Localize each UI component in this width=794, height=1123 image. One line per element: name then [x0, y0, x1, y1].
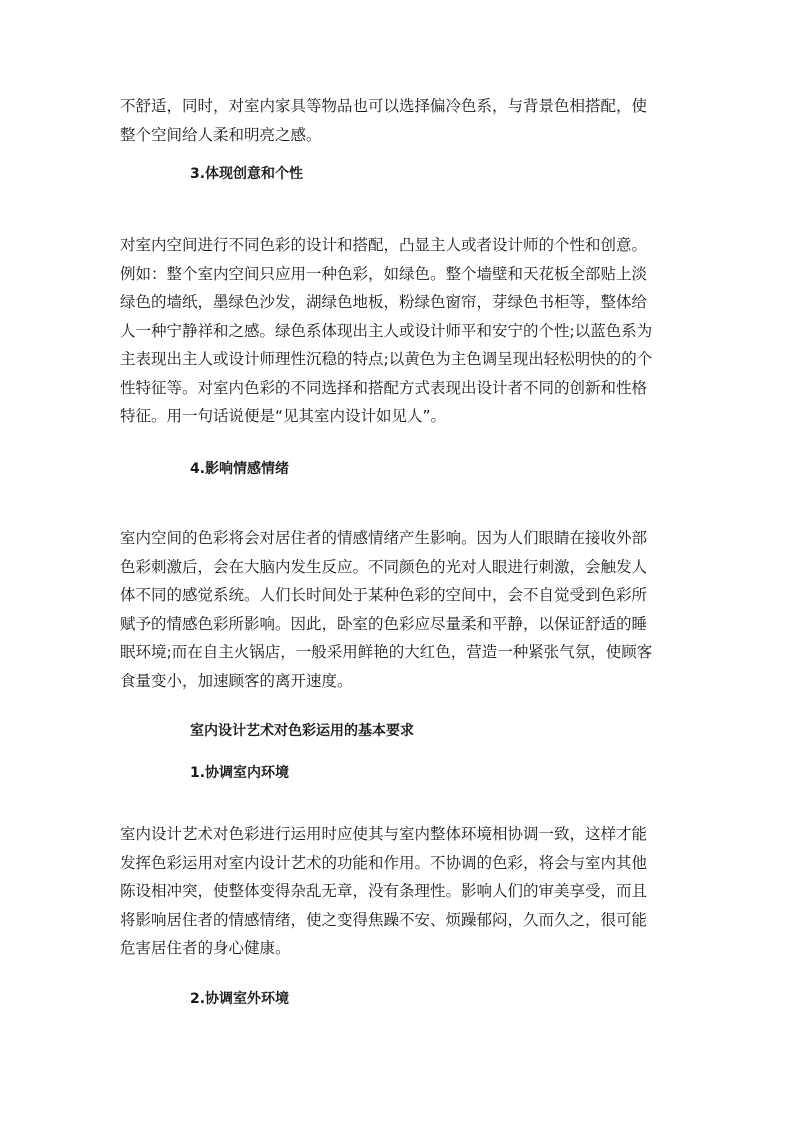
paragraph-line: 将影响居住者的情感情绪，使之变得焦躁不安、烦躁郁闷，久而久之，很可能 — [120, 910, 648, 929]
paragraph-indoor-harmony — [120, 820, 676, 963]
paragraph-line: 人一种宁静祥和之感。绿色系体现出主人或设计师平和安宁的个性;以蓝色系为 — [120, 321, 653, 340]
paragraph-line: 绿色的墙纸，墨绿色沙发，湖绿色地板，粉绿色窗帘，芽绿色书柜等，整体给 — [120, 293, 648, 311]
paragraph-line: 室内空间的色彩将会对居住者的情感情绪产生影响。因为人们眼睛在接收外部 — [120, 529, 648, 547]
paragraph-color-comfort — [120, 92, 676, 149]
paragraph-line: 特征。用一句话说便是“见其室内设计如见人”。 — [120, 407, 447, 425]
paragraph-line: 例如：整个室内空间只应用一种色彩，如绿色。整个墙壁和天花板全部贴上淡 — [120, 264, 648, 283]
paragraph-creativity — [120, 231, 676, 431]
paragraph-line: 体不同的感觉系统。人们长时间处于某种色彩的空间中，会不自觉受到色彩所 — [120, 586, 648, 604]
paragraph-emotion — [120, 524, 676, 695]
paragraph-line: 不舒适，同时，对室内家具等物品也可以选择偏冷色系，与背景色相搭配，使 — [120, 97, 648, 115]
paragraph-line: 主表现出主人或设计师理性沉稳的特点;以黄色为主色调呈现出轻松明快的的个 — [120, 350, 653, 368]
paragraph-line: 色彩刺激后，会在大脑内发生反应。不同颜色的光对人眼进行刺激，会触发人 — [120, 557, 648, 576]
paragraph-line: 对室内空间进行不同色彩的设计和搭配，凸显主人或者设计师的个性和创意。 — [120, 236, 648, 254]
chapter-heading-basic-requirements: 室内设计艺术对色彩运用的基本要求 — [190, 723, 414, 739]
paragraph-line: 整个空间给人柔和明亮之感。 — [120, 125, 322, 144]
paragraph-line: 食量变小，加速顾客的离开速度。 — [120, 671, 353, 690]
section-heading-creativity: 3.体现创意和个性 — [190, 166, 304, 182]
paragraph-line: 陈设相冲突，使整体变得杂乱无章，没有条理性。影响人们的审美享受，而且 — [120, 882, 648, 900]
paragraph-line: 危害居住者的身心健康。 — [120, 939, 291, 957]
paragraph-line: 室内设计艺术对色彩进行运用时应使其与室内整体环境相协调一致，这样才能 — [120, 825, 648, 843]
section-heading-emotion: 4.影响情感情绪 — [190, 461, 290, 477]
paragraph-line: 发挥色彩运用对室内设计艺术的功能和作用。不协调的色彩，将会与室内其他 — [120, 853, 648, 872]
paragraph-line: 赋予的情感色彩所影响。因此，卧室的色彩应尽量柔和平静，以保证舒适的睡 — [120, 614, 648, 633]
paragraph-line: 眠环境;而在自主火锅店，一般采用鲜艳的大红色，营造一种紧张气氛，使顾客 — [120, 643, 653, 661]
paragraph-line: 性特征等。对室内色彩的不同选择和搭配方式表现出设计者不同的创新和性格 — [120, 378, 648, 397]
section-heading-outdoor-harmony: 2.协调室外环境 — [190, 991, 290, 1007]
section-heading-indoor-harmony: 1.协调室内环境 — [190, 765, 290, 781]
